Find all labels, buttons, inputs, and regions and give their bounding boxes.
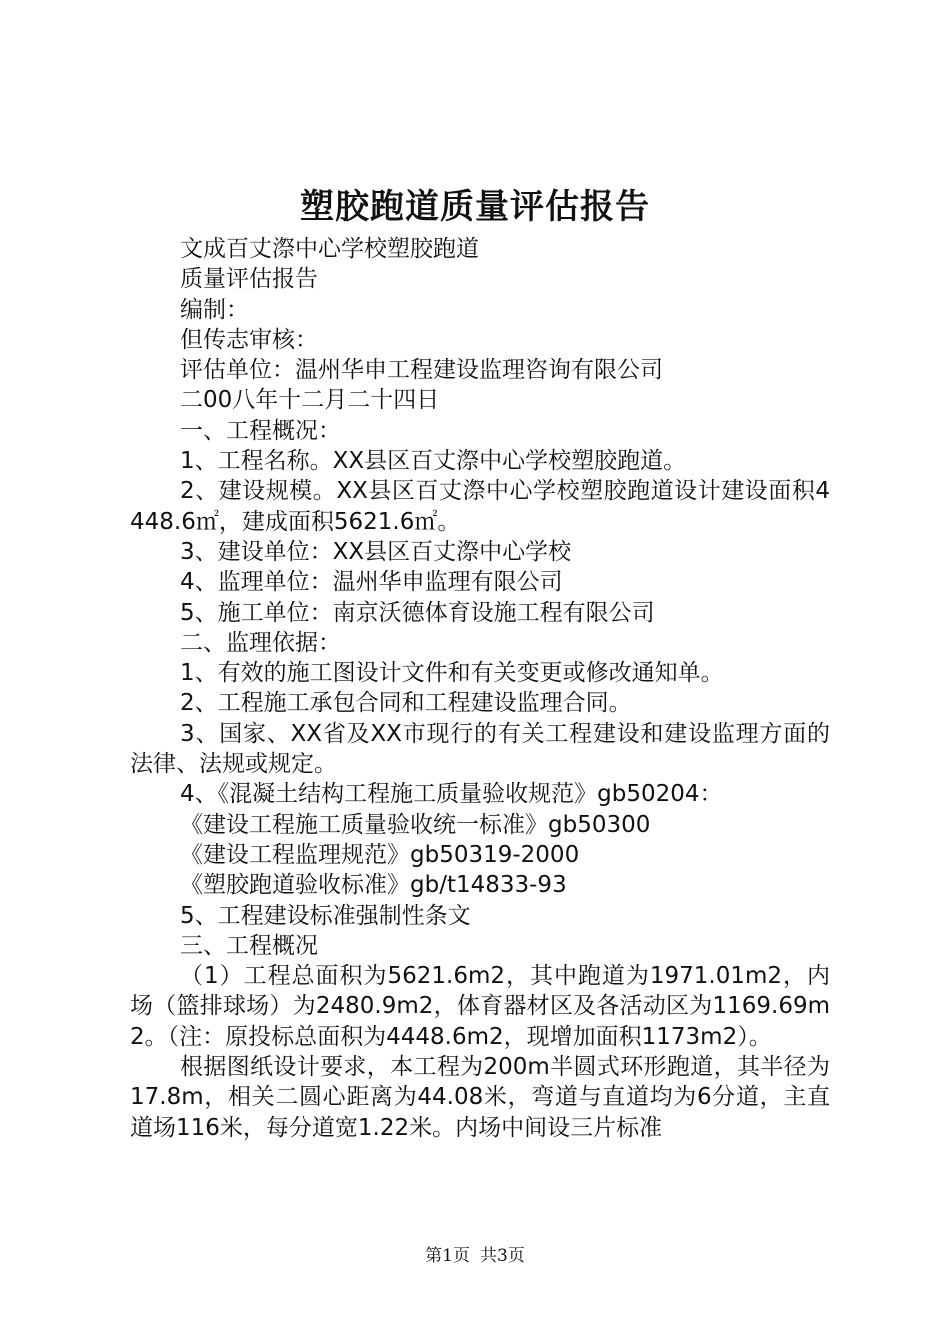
section-heading-project: 三、工程概况 bbox=[180, 932, 318, 959]
paragraph-report-name: 质量评估报告 bbox=[180, 266, 318, 293]
paragraph-builder-unit: 5、施工单位：南京沃德体育设施工程有限公司 bbox=[180, 599, 655, 626]
paragraph-construction-unit: 3、建设单位：XX县区百丈漈中心学校 bbox=[180, 538, 572, 565]
paragraph-track-design: 根据图纸设计要求，本工程为200m半圆式环形跑道，其半径为17.8m，相关二圆心距离为44.08米，弯道与直道均为6分道，主直道场116米，每分道宽1.22米。内场中间设三片标准 bbox=[130, 1054, 830, 1141]
paragraph-basis-2: 2、工程施工承包合同和工程建设监理合同。 bbox=[180, 690, 632, 717]
paragraph-basis-3: 3、国家、XX省及XX市现行的有关工程建设和建设监理方面的法律、法规或规定。 bbox=[130, 720, 830, 778]
paragraph-date: 二00八年十二月二十四日 bbox=[180, 387, 440, 414]
document-body bbox=[130, 234, 830, 1143]
section-heading-overview: 一、工程概况： bbox=[180, 417, 341, 444]
paragraph-compiler: 编制： bbox=[180, 296, 249, 323]
paragraph-construction-scale: 2、建设规模。XX县区百丈漈中心学校塑胶跑道设计建设面积4448.6㎡，建成面积5621.6㎡。 bbox=[130, 478, 830, 535]
document-title: 塑胶跑道质量评估报告 bbox=[300, 187, 650, 227]
paragraph-basis-5: 5、工程建设标准强制性条文 bbox=[180, 902, 471, 929]
paragraph-school-name: 文成百丈漈中心学校塑胶跑道 bbox=[180, 236, 479, 262]
paragraph-area-details: （1）工程总面积为5621.6m2，其中跑道为1971.01m2，内场（篮排球场）为2480.9m2，体育器材区及各活动区为1169.69m2。（注：原投标总面积为4448.6m2，现增加面积1173m2）。 bbox=[130, 963, 830, 1050]
paragraph-reviewer: 但传志审核： bbox=[180, 326, 318, 353]
paragraph-project-name: 1、工程名称。XX县区百丈漈中心学校塑胶跑道。 bbox=[180, 448, 687, 475]
page-total: 共3页 bbox=[480, 1246, 525, 1266]
page-footer bbox=[0, 1244, 950, 1268]
paragraph-standard-1: 《建设工程施工质量验收统一标准》gb50300 bbox=[180, 811, 651, 838]
paragraph-standard-3: 《塑胶跑道验收标准》gb/t14833-93 bbox=[180, 872, 567, 899]
section-heading-basis: 二、监理依据： bbox=[180, 629, 341, 656]
page-number: 第1页 bbox=[425, 1246, 470, 1266]
paragraph-assessment-unit: 评估单位：温州华申工程建设监理咨询有限公司 bbox=[180, 357, 663, 384]
paragraph-basis-1: 1、有效的施工图设计文件和有关变更或修改通知单。 bbox=[180, 660, 724, 687]
paragraph-basis-4: 4、《混凝土结构工程施工质量验收规范》gb50204： bbox=[180, 781, 723, 808]
paragraph-standard-2: 《建设工程监理规范》gb50319-2000 bbox=[180, 841, 580, 868]
paragraph-supervision-unit: 4、监理单位：温州华申监理有限公司 bbox=[180, 569, 563, 596]
